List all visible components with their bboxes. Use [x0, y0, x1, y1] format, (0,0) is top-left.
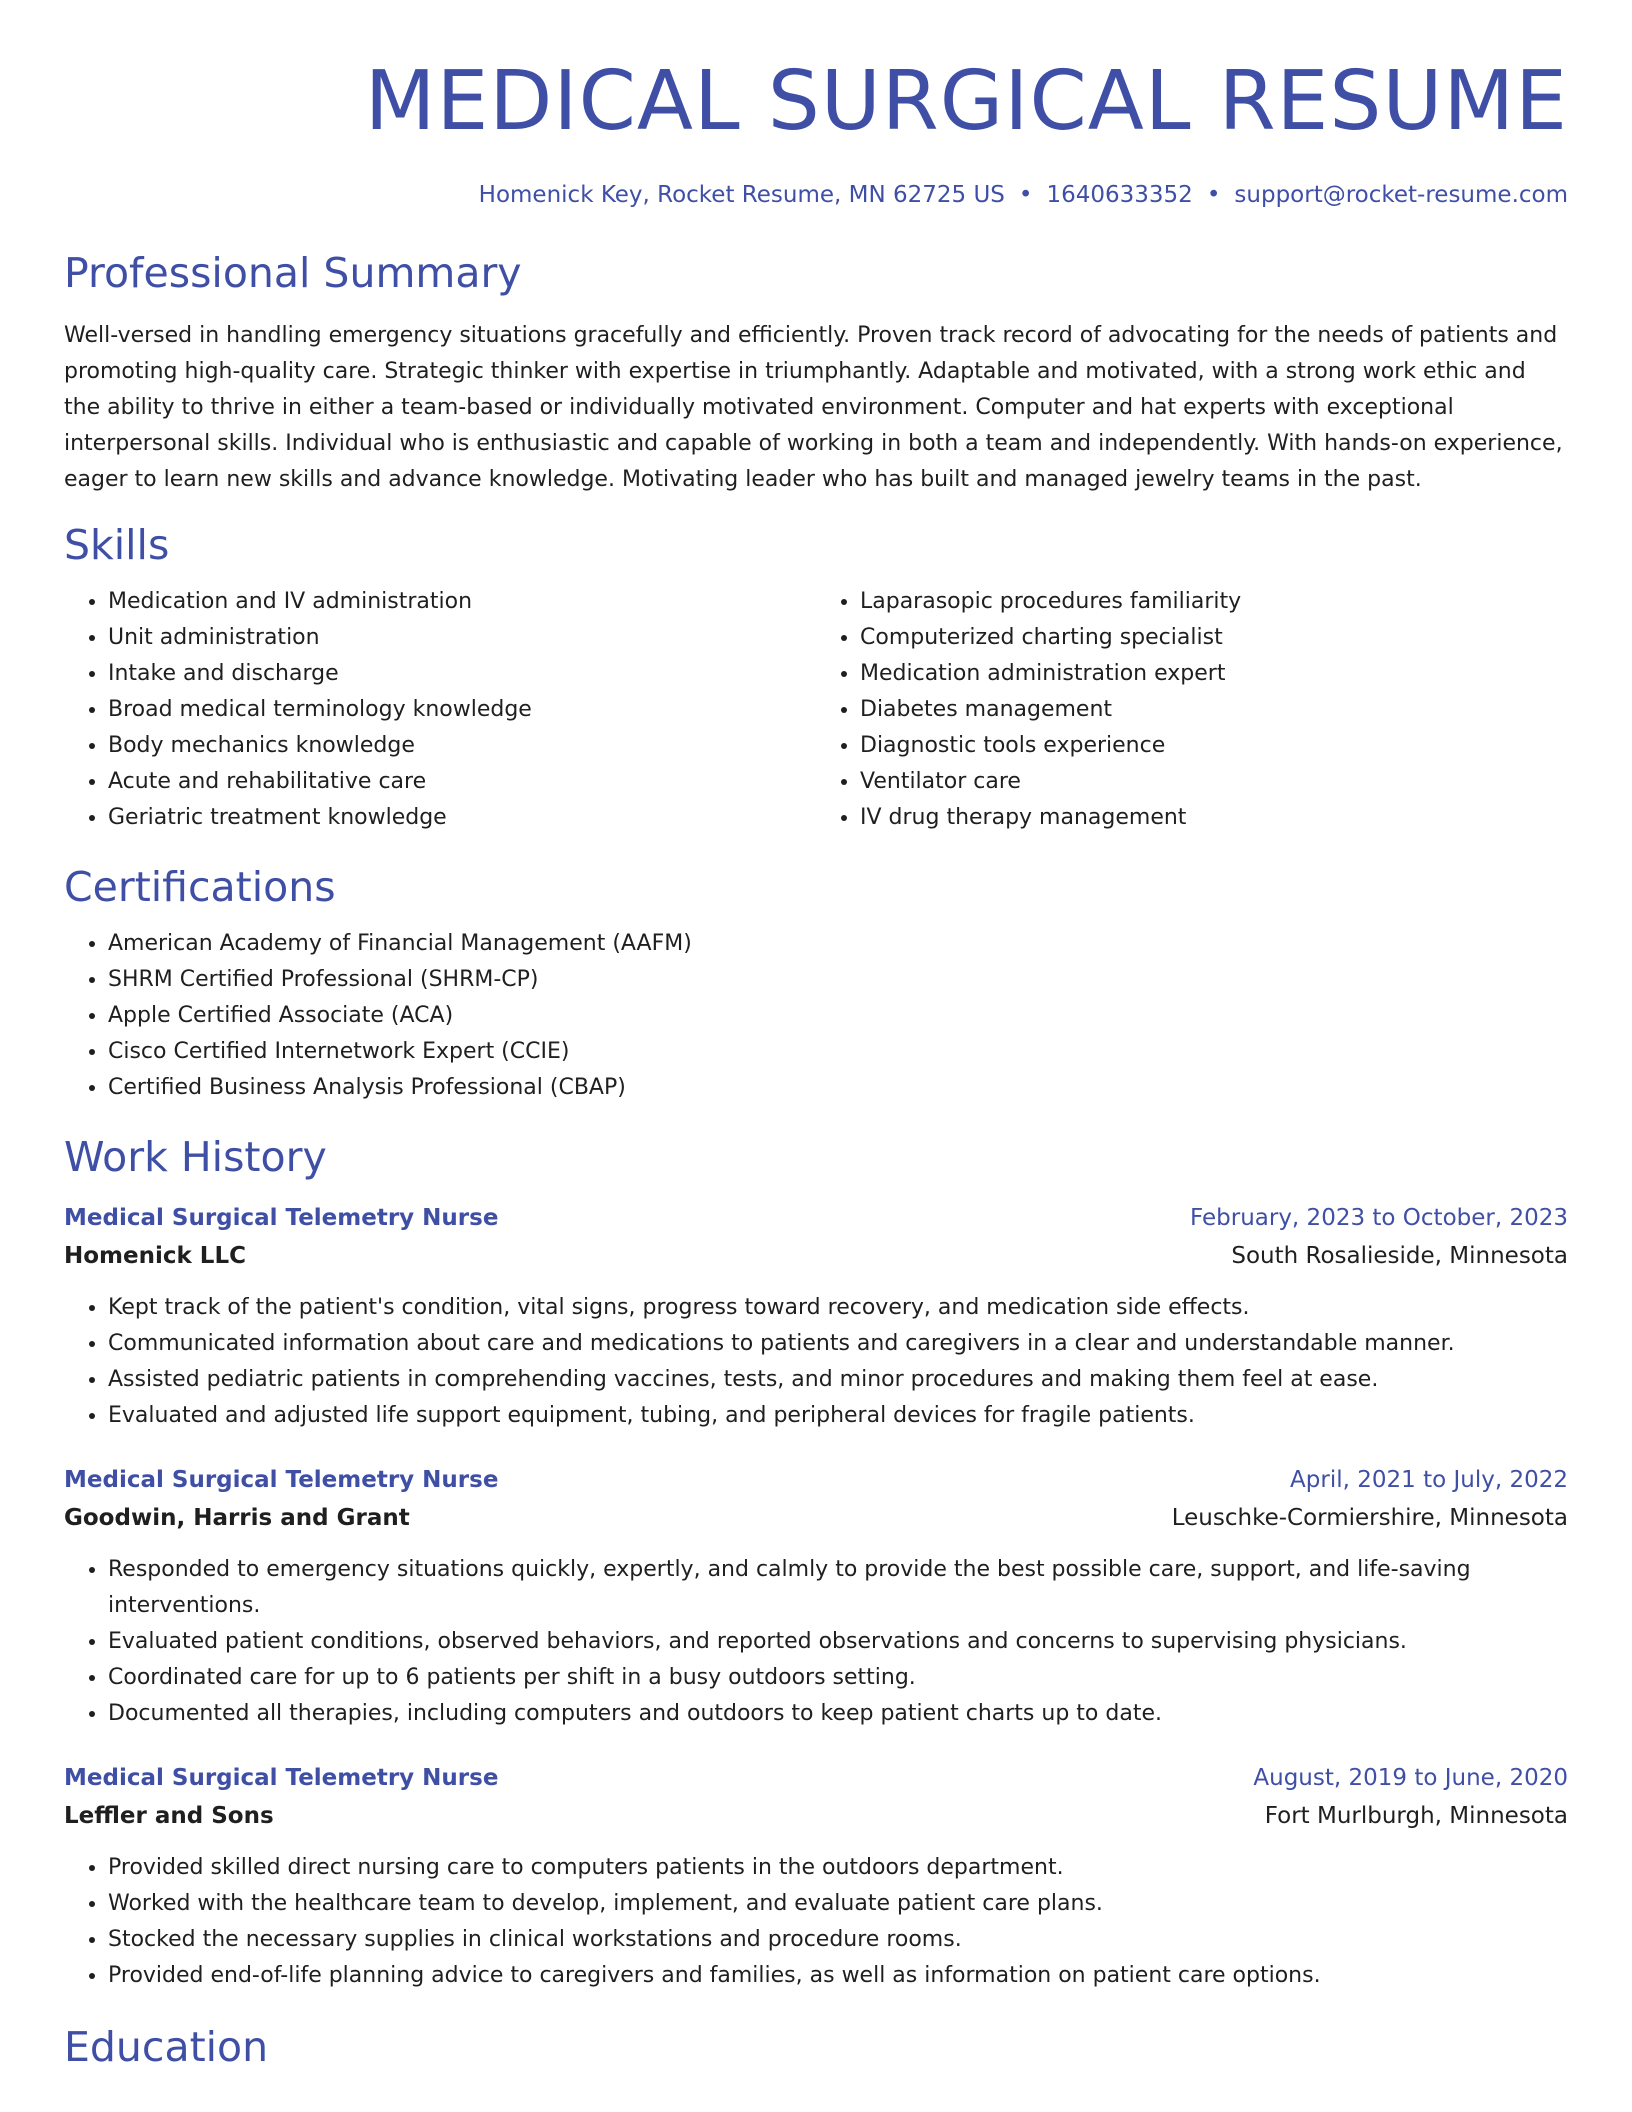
job-title: Medical Surgical Telemetry Nurse: [64, 1205, 499, 1231]
skill-item: • Unit administration: [108, 620, 816, 656]
skills-heading: Skills: [64, 521, 170, 569]
job-title: Medical Surgical Telemetry Nurse: [64, 1765, 499, 1791]
resume-page: [64, 0, 1568, 2072]
skill-item: • Medication and IV administration: [108, 584, 816, 620]
job-employer: Homenick LLC: [64, 1243, 247, 1269]
job-bullet: • Worked with the healthcare team to develop, implement, and evaluate patient care plans.: [108, 1886, 1568, 1922]
job-bullets: [64, 1850, 1568, 1994]
certification-item: • Certified Business Analysis Professional (CBAP): [108, 1070, 1568, 1106]
job-bullet: • Stocked the necessary supplies in clinical workstations and procedure rooms.: [108, 1922, 1568, 1958]
job-bullets: [64, 1290, 1568, 1434]
resume-header: [64, 0, 1568, 210]
certification-item: • American Academy of Financial Management (AAFM): [108, 926, 1568, 962]
skill-item: • Body mechanics knowledge: [108, 728, 816, 764]
certification-item: • SHRM Certified Professional (SHRM-CP): [108, 962, 1568, 998]
contact-separator: •: [1206, 182, 1221, 208]
job-bullet: • Coordinated care for up to 6 patients per shift in a busy outdoors setting.: [108, 1660, 1568, 1696]
job-location: Leuschke-Cormiershire, Minnesota: [1171, 1505, 1568, 1531]
skill-item: • IV drug therapy management: [860, 800, 1568, 836]
skill-item: • Laparasopic procedures familiarity: [860, 584, 1568, 620]
skills-list-right: [816, 584, 1568, 836]
skill-item: • Diabetes management: [860, 692, 1568, 728]
job-employer-row: [64, 1796, 1568, 1836]
skill-item: • Medication administration expert: [860, 656, 1568, 692]
job-employer-row: [64, 1498, 1568, 1538]
job-title-row: [64, 1462, 1568, 1498]
job-title-row: [64, 1200, 1568, 1236]
resume-name: MEDICAL SURGICAL RESUME: [364, 54, 1568, 149]
job-bullet: • Evaluated patient conditions, observed behaviors, and reported observations and concerns to supervising physicians.: [108, 1624, 1568, 1660]
job-bullet: • Provided skilled direct nursing care to computers patients in the outdoors department.: [108, 1850, 1568, 1886]
job-entry: [64, 1200, 1568, 1434]
job-employer: Leffler and Sons: [64, 1803, 274, 1829]
skills-list-left: [64, 584, 816, 836]
job-bullet: • Documented all therapies, including computers and outdoors to keep patient charts up to date.: [108, 1696, 1568, 1732]
contact-separator: •: [1018, 182, 1033, 208]
job-entry: [64, 1462, 1568, 1732]
skill-item: • Diagnostic tools experience: [860, 728, 1568, 764]
contact-phone: 1640633352: [1046, 182, 1193, 208]
job-dates: February, 2023 to October, 2023: [1190, 1205, 1568, 1231]
skill-item: • Acute and rehabilitative care: [108, 764, 816, 800]
job-bullet: • Communicated information about care and medications to patients and caregivers in a clear and understandable manner.: [108, 1326, 1568, 1362]
certifications-list: [64, 926, 1568, 1106]
job-employer: Goodwin, Harris and Grant: [64, 1505, 410, 1531]
job-dates: August, 2019 to June, 2020: [1253, 1765, 1568, 1791]
job-bullet: • Responded to emergency situations quickly, expertly, and calmly to provide the best possible care, support, and life-saving interventions.: [108, 1552, 1568, 1624]
job-title-row: [64, 1760, 1568, 1796]
certification-item: • Cisco Certified Internetwork Expert (CCIE): [108, 1034, 1568, 1070]
skill-item: • Geriatric treatment knowledge: [108, 800, 816, 836]
job-bullet: • Provided end-of-life planning advice to caregivers and families, as well as information on patient care options.: [108, 1958, 1568, 1994]
contact-address: Homenick Key, Rocket Resume, MN 62725 US: [478, 182, 1005, 208]
work-history-heading: Work History: [64, 1133, 327, 1181]
contact-line: [64, 180, 1568, 210]
skill-item: • Ventilator care: [860, 764, 1568, 800]
certification-item: • Apple Certified Associate (ACA): [108, 998, 1568, 1034]
job-bullet: • Evaluated and adjusted life support equipment, tubing, and peripheral devices for fragile patients.: [108, 1398, 1568, 1434]
job-bullet: • Kept track of the patient's condition, vital signs, progress toward recovery, and medication side effects.: [108, 1290, 1568, 1326]
contact-email: support@rocket-resume.com: [1234, 182, 1568, 208]
skill-item: • Computerized charting specialist: [860, 620, 1568, 656]
job-bullet: • Assisted pediatric patients in comprehending vaccines, tests, and minor procedures and making them feel at ease.: [108, 1362, 1568, 1398]
education-heading: Education: [64, 2023, 269, 2071]
skill-item: • Intake and discharge: [108, 656, 816, 692]
job-employer-row: [64, 1236, 1568, 1276]
job-entry: [64, 1760, 1568, 1994]
job-location: South Rosalieside, Minnesota: [1231, 1243, 1568, 1269]
job-dates: April, 2021 to July, 2022: [1290, 1467, 1568, 1493]
job-location: Fort Murlburgh, Minnesota: [1264, 1803, 1568, 1829]
job-title: Medical Surgical Telemetry Nurse: [64, 1467, 499, 1493]
summary-heading: Professional Summary: [64, 249, 522, 297]
summary-text: Well-versed in handling emergency situations gracefully and efficiently. Proven track record of advocating for the needs of patients and promoting high-quality care. Strategic thinker with expertise in triumphantly. Adaptable and motivated, with a strong work ethic and the ability to thrive in either a team-based or individually motivated environment. Computer and hat experts with exceptional interpersonal skills. Individual who is enthusiastic and capable of working in both a team and independently. With hands-on experience, eager to learn new skills and advance knowledge. Motivating leader who has built and managed jewelry teams in the past.: [64, 323, 1563, 492]
certifications-heading: Certifications: [64, 863, 336, 911]
skill-item: • Broad medical terminology knowledge: [108, 692, 816, 728]
job-bullets: [64, 1552, 1568, 1732]
skills-columns: [64, 584, 1568, 836]
